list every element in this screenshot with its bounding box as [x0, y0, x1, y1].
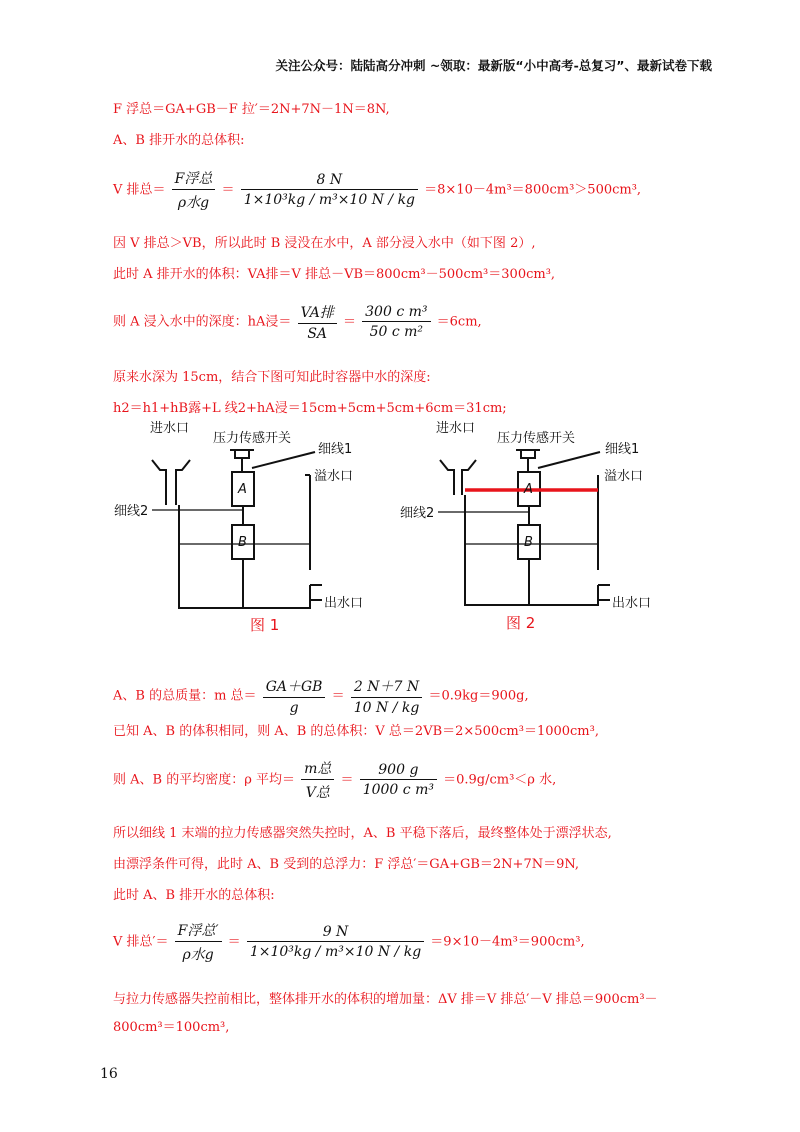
denominator: 1×10³kg / m³×10 N / kg	[249, 944, 422, 960]
formula-line	[113, 920, 585, 964]
formula-prefix: V 排总＝	[113, 182, 166, 198]
text-line: 此时 A、B 排开水的总体积:	[113, 888, 275, 903]
numerator: 9 N	[247, 924, 424, 942]
fig2-outlet-label: 出水口	[612, 596, 652, 611]
fig2-caption: 图 2	[506, 614, 536, 632]
numerator: 8 N	[241, 172, 418, 190]
inlet-funnel	[152, 460, 190, 505]
fig1-label-a: A	[238, 482, 247, 497]
formula-line	[113, 168, 641, 212]
formula-suffix: ＝8×10－4m³＝800cm³＞500cm³,	[424, 182, 642, 198]
formula-line	[113, 758, 556, 802]
text-line: 因 V 排总＞VB，所以此时 B 浸没在水中，A 部分浸入水中（如下图 2）,	[113, 236, 536, 251]
equals: ＝	[227, 934, 241, 950]
denominator: SA	[307, 326, 328, 342]
text-line: 已知 A、B 的体积相同，则 A、B 的总体积：V 总＝2VB＝2×500cm³＝1000cm³,	[113, 724, 599, 739]
formula-prefix: 则 A 浸入水中的深度：hA浸＝	[113, 314, 292, 330]
thread-1	[252, 452, 315, 468]
fraction	[172, 168, 216, 212]
equals: ＝	[221, 182, 235, 198]
fig1-outlet-label: 出水口	[324, 596, 364, 611]
denominator: 10 N / kg	[353, 700, 420, 716]
formula-prefix: A、B 的总质量：m 总＝	[113, 688, 257, 704]
text-line: 所以细线 1 末端的拉力传感器突然失控时，A、B 平稳下落后，最终整体处于漂浮状态,	[113, 826, 612, 841]
text-line: F 浮总＝GA+GB－F 拉′＝2N+7N－1N＝8N,	[113, 102, 390, 117]
fig1-inlet-label: 进水口	[150, 421, 190, 436]
formula-prefix: 则 A、B 的平均密度：ρ 平均＝	[113, 772, 295, 788]
denominator: 50 c m²	[369, 324, 424, 340]
fig2-sensor-label: 压力传感开关	[497, 431, 576, 446]
text-line: 与拉力传感器失控前相比，整体排开水的体积的增加量：ΔV 排＝V 排总′－V 排总＝900cm³－	[113, 992, 658, 1007]
outlet-pipe	[598, 585, 610, 600]
thread-1	[538, 452, 600, 468]
fig2-label-a: A	[524, 482, 533, 497]
equals: ＝	[331, 688, 345, 704]
numerator: F浮总	[172, 168, 216, 190]
numerator: VA排	[298, 302, 337, 324]
denominator: ρ水g	[182, 947, 214, 963]
fraction	[360, 762, 437, 798]
fig2-thread2-label: 细线2	[400, 506, 435, 521]
numerator: GA＋GB	[263, 676, 326, 698]
text-line: 800cm³＝100cm³,	[113, 1020, 230, 1035]
denominator: 1000 c m³	[362, 782, 434, 798]
text-line: 此时 A 排开水的体积：VA排＝V 排总－VB＝800cm³－500cm³＝300cm³,	[113, 267, 556, 282]
text-line: 由漂浮条件可得，此时 A、B 受到的总浮力：F 浮总′＝GA+GB＝2N+7N＝9N,	[113, 857, 580, 872]
fraction	[362, 304, 430, 340]
formula-line	[113, 676, 529, 716]
fig2-inlet-label: 进水口	[436, 421, 476, 436]
text-line: h2＝h1+hB露+L 线2+hA浸＝15cm+5cm+5cm+6cm＝31cm;	[113, 401, 507, 416]
fig2-thread1-label: 细线1	[605, 442, 640, 457]
fig2-label-b: B	[524, 535, 533, 550]
figure-2	[400, 420, 651, 632]
numerator: 300 c m³	[362, 304, 430, 322]
numerator: 900 g	[360, 762, 437, 780]
denominator: V总	[305, 785, 330, 801]
outlet-pipe	[310, 585, 322, 600]
fig1-caption: 图 1	[250, 616, 280, 634]
formula-line	[113, 302, 482, 342]
fraction	[175, 920, 222, 964]
formula-suffix: ＝9×10－4m³＝900cm³,	[430, 934, 585, 950]
page-header: 关注公众号：陆陆高分冲刺 ~领取：最新版“小中高考-总复习”、最新试卷下载	[275, 58, 712, 73]
formula-suffix: ＝0.9kg＝900g,	[428, 688, 529, 704]
numerator: 2 N＋7 N	[351, 676, 423, 698]
fraction	[298, 302, 337, 342]
fig2-overflow-label: 溢水口	[604, 469, 644, 484]
fig1-label-b: B	[238, 535, 247, 550]
denominator: g	[289, 700, 299, 716]
numerator: m总	[301, 758, 334, 780]
equals: ＝	[342, 314, 356, 330]
fraction	[351, 676, 423, 716]
formula-suffix: ＝6cm,	[436, 314, 482, 330]
equals: ＝	[340, 772, 354, 788]
numerator: F浮总′	[175, 920, 222, 942]
fraction	[247, 924, 424, 960]
figure-1-labels	[114, 420, 363, 634]
text-line: 原来水深为 15cm，结合下图可知此时容器中水的深度:	[113, 370, 431, 385]
formula-suffix: ＝0.9g/cm³＜ρ 水,	[443, 772, 557, 788]
denominator: ρ水g	[177, 195, 210, 211]
fig1-thread1-label: 细线1	[318, 442, 353, 457]
sensor-mount	[230, 450, 254, 472]
fig1-overflow-label: 溢水口	[314, 469, 354, 484]
page-number: 16	[100, 1066, 118, 1082]
fig1-sensor-label: 压力传感开关	[213, 431, 292, 446]
formula-prefix: V 排总′＝	[113, 934, 169, 950]
fraction	[241, 172, 418, 208]
fraction	[263, 676, 326, 716]
container	[179, 505, 310, 608]
diagram-figures	[100, 420, 700, 640]
sensor-mount	[516, 450, 540, 472]
figure-1	[152, 450, 322, 608]
text-line: A、B 排开水的总体积:	[113, 133, 245, 148]
fig1-thread2-label: 细线2	[114, 504, 149, 519]
denominator: 1×10³kg / m³×10 N / kg	[243, 192, 416, 208]
fraction	[301, 758, 334, 802]
